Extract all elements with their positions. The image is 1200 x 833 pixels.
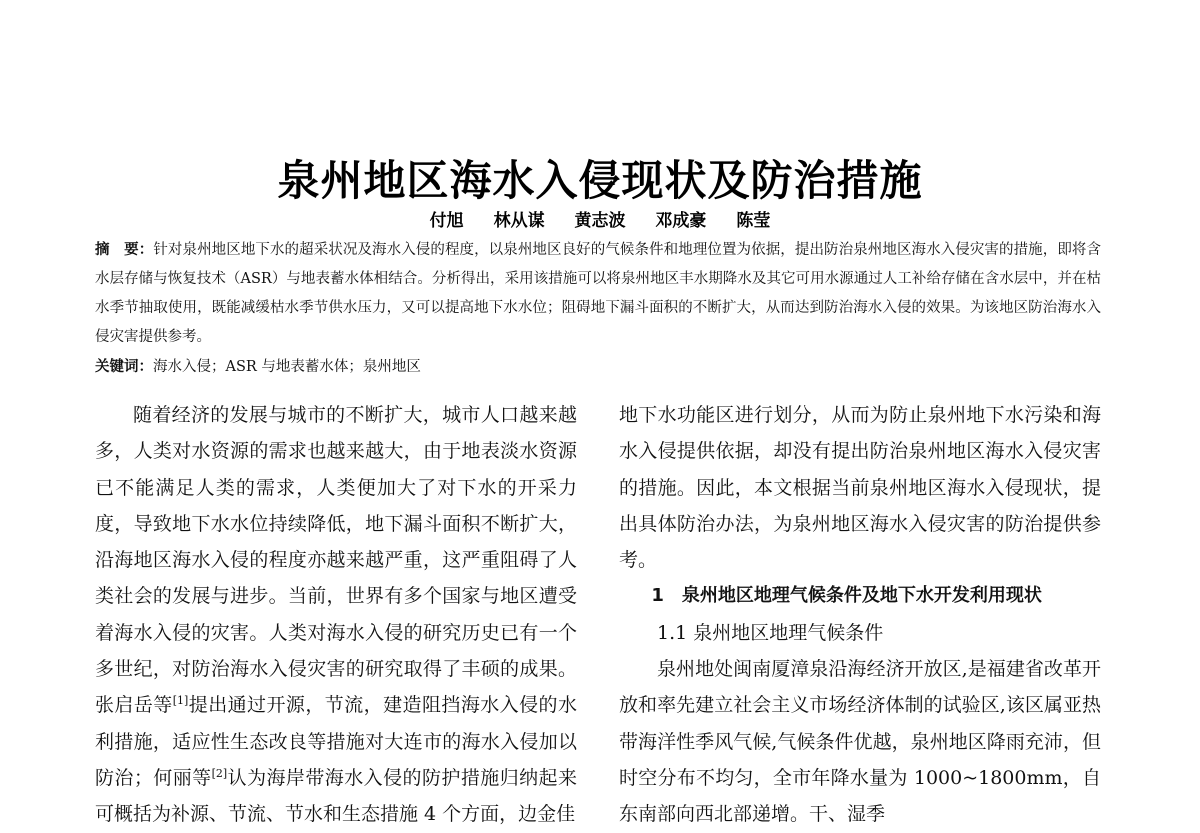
right-column bbox=[619, 397, 1101, 833]
body-paragraph: 地下水功能区进行划分，从而为防止泉州地下水污染和海水入侵提供依据，却没有提出防治泉州地区海水入侵灾害的措施。因此，本文根据当前泉州地区海水入侵现状，提出具体防治办法，为泉州地区海水入侵灾害的防治提供参考。 bbox=[619, 404, 1101, 572]
abstract bbox=[95, 236, 1101, 352]
paragraph-text: 认为海岸带海水入侵的防护措施归纳起来可概括为补源、节流、节水和生态措施 4 个方面，边金佳 bbox=[95, 766, 577, 826]
author-name: 陈莹 bbox=[736, 211, 771, 231]
author-name: 邓成豪 bbox=[655, 211, 707, 231]
keywords bbox=[95, 356, 1101, 378]
citation-ref: [2] bbox=[211, 766, 228, 780]
author-list bbox=[0, 206, 1200, 231]
body-paragraph bbox=[95, 397, 577, 833]
author-name: 付旭 bbox=[429, 211, 464, 231]
keywords-label: 关键词： bbox=[95, 359, 153, 375]
abstract-label: 摘 要： bbox=[95, 242, 154, 258]
paragraph-text: 随着经济的发展与城市的不断扩大，城市人口越来越多，人类对水资源的需求也越来越大，由于地表淡水资源已不能满足人类的需求，人类便加大了对下水的开采力度，导致地下水水位持续降低，地下漏斗面积不断扩大，沿海地区海水入侵的程度亦越来越严重，这严重阻碍了人类社会的发展与进步。当前，世界有多个国家与地区遭受着海水入侵的灾害。人类对海水入侵的研究历史已有一个多世纪，对防治海水入侵灾害的研究取得了丰硕的成果。张启岳等 bbox=[95, 404, 577, 717]
author-name: 黄志波 bbox=[574, 211, 626, 231]
subsection-heading: 1.1 泉州地区地理气候条件 bbox=[657, 621, 884, 644]
paper-title: 泉州地区海水入侵现状及防治措施 bbox=[277, 156, 923, 205]
keywords-text: 海水入侵；ASR 与地表蓄水体；泉州地区 bbox=[153, 359, 421, 375]
author-name: 林从谋 bbox=[493, 211, 545, 231]
citation-ref: [1] bbox=[172, 694, 189, 708]
section-heading: 1 泉州地区地理气候条件及地下水开发利用现状 bbox=[651, 585, 1042, 607]
left-column bbox=[95, 397, 577, 833]
paragraph-text: 提出通过开源，节流，建造阻挡海水入侵的水利措施，适应性生态改良等措施对大连市的海水入侵加以防治；何丽等 bbox=[95, 694, 577, 789]
body-paragraph: 泉州地处闽南厦漳泉沿海经济开放区,是福建省改革开放和率先建立社会主义市场经济体制的试验区,该区属亚热带海洋性季风气候,气候条件优越，泉州地区降雨充沛，但时空分布不均匀，全市年降水量为 1000~1800mm，自东南部向西北部递增。干、湿季 bbox=[619, 658, 1101, 826]
abstract-text: 针对泉州地区地下水的超采状况及海水入侵的程度，以泉州地区良好的气候条件和地理位置为依据，提出防治泉州地区海水入侵灾害的措施，即将含水层存储与恢复技术（ASR）与地表蓄水体相结合。分析得出，采用该措施可以将泉州地区丰水期降水及其它可用水源通过人工补给存储在含水层中，并在枯水季节抽取使用，既能减缓枯水季节供水压力，又可以提高地下水水位；阻碍地下漏斗面积的不断扩大，从而达到防治海水入侵的效果。为该地区防治海水入侵灾害提供参考。 bbox=[95, 242, 1101, 345]
